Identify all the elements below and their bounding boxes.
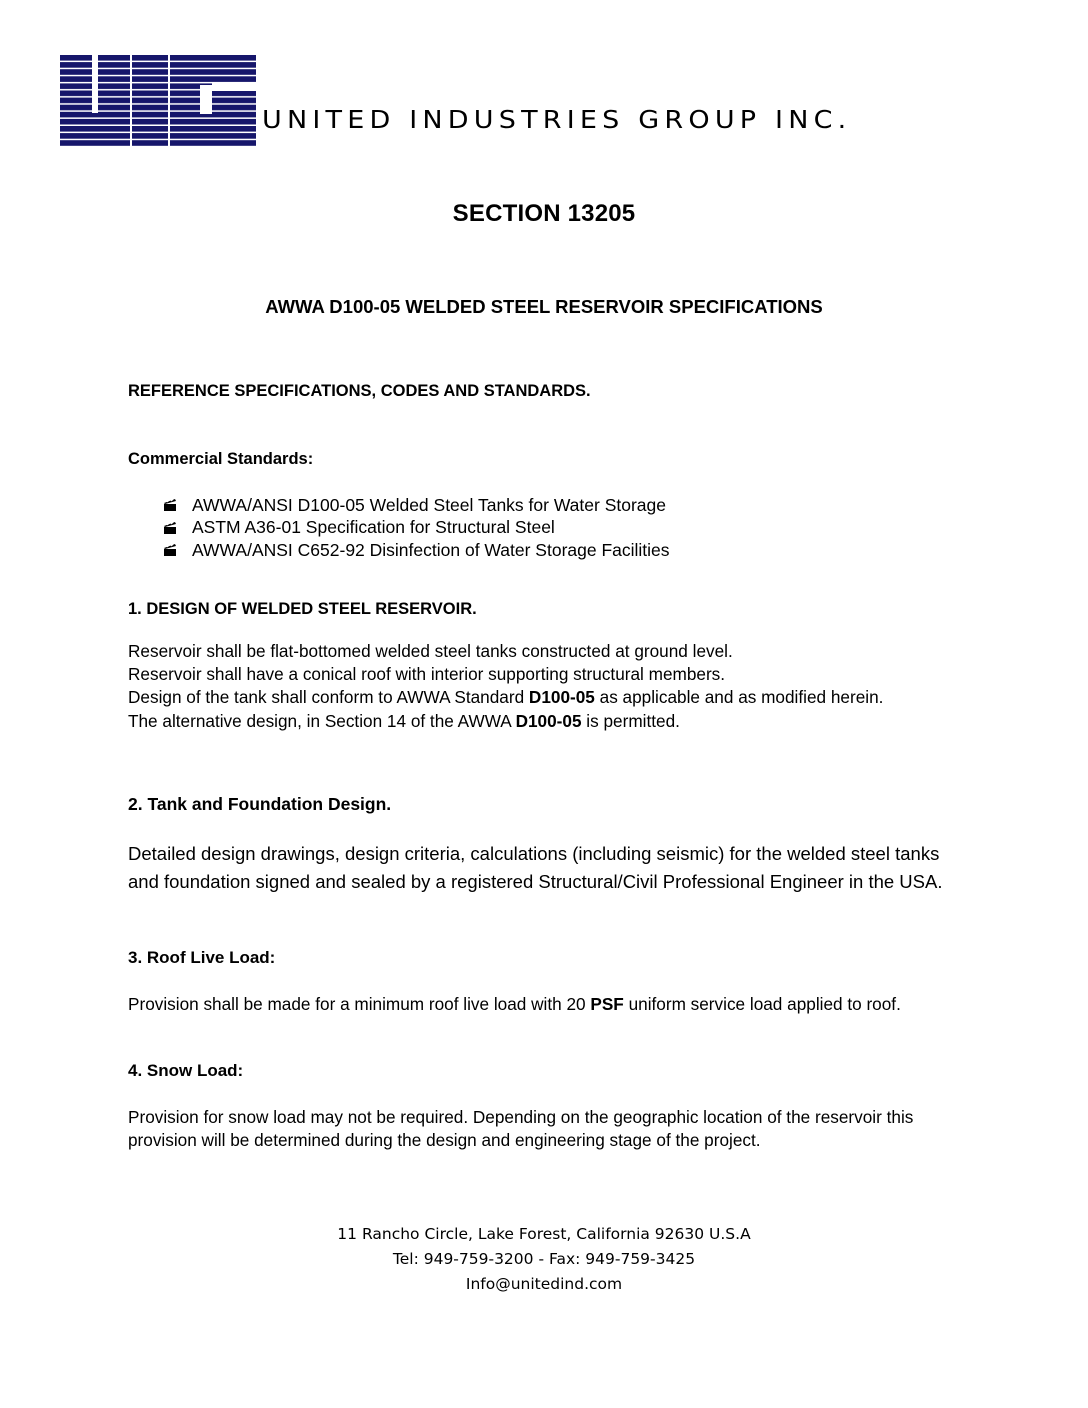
section-4-body: Provision for snow load may not be required. Depending on the geographic location of the reservoir this provision will be determined during the design and engineering stage of the project. [128,1107,914,1150]
section-title: SECTION 13205 [452,200,636,227]
standard-text: AWWA/ANSI D100-05 Welded Steel Tanks for Water Storage [192,494,666,515]
clapperboard-icon [163,498,177,512]
section-1-heading: 1. DESIGN OF WELDED STEEL RESERVOIR. [128,600,477,618]
standard-text: ASTM A36-01 Specification for Structural Steel [192,517,555,538]
commercial-standards-heading: Commercial Standards: [128,450,314,468]
section-2-heading: 2. Tank and Foundation Design. [128,794,392,814]
page-footer [0,1222,1088,1297]
footer-phone-fax: Tel: 949-759-3200 - Fax: 949-759-3425 [392,1250,696,1268]
footer-address: 11 Rancho Circle, Lake Forest, California 92630 U.S.A [337,1225,751,1243]
paragraph-line: The alternative design, in Section 14 of the AWWA D100-05 is permitted. [128,710,680,731]
paragraph-line: Reservoir shall have a conical roof with interior supporting structural members. [128,664,726,685]
section-3-heading: 3. Roof Live Load: [128,948,276,967]
clapperboard-icon [163,543,177,557]
standard-text: AWWA/ANSI C652-92 Disinfection of Water Storage Facilities [192,539,670,560]
company-name: UNITED INDUSTRIES GROUP INC. [262,106,852,135]
clapperboard-icon [163,521,177,535]
paragraph-line: Design of the tank shall conform to AWWA Standard D100-05 as applicable and as modified herein. [128,687,884,708]
footer-email[interactable]: Info@unitedind.com [465,1275,623,1293]
list-item [163,539,670,562]
section-2-body: Detailed design drawings, design criteria, calculations (including seismic) for the welded steel tanks and foundation signed and sealed by a registered Structural/Civil Professional Engineer in the USA. [128,843,943,892]
company-logo [58,55,256,147]
section-3-body: Provision shall be made for a minimum roof live load with 20 PSF uniform service load applied to roof. [128,994,901,1014]
reference-heading: REFERENCE SPECIFICATIONS, CODES AND STANDARDS. [128,382,591,400]
paragraph-line: Reservoir shall be flat-bottomed welded steel tanks constructed at ground level. [128,641,733,661]
list-item [163,517,670,540]
standards-list [163,494,670,562]
list-item [163,494,670,517]
section-4-heading: 4. Snow Load: [128,1061,244,1080]
section-1-body [128,640,958,733]
spec-title: AWWA D100-05 WELDED STEEL RESERVOIR SPECIFICATIONS [265,296,823,317]
